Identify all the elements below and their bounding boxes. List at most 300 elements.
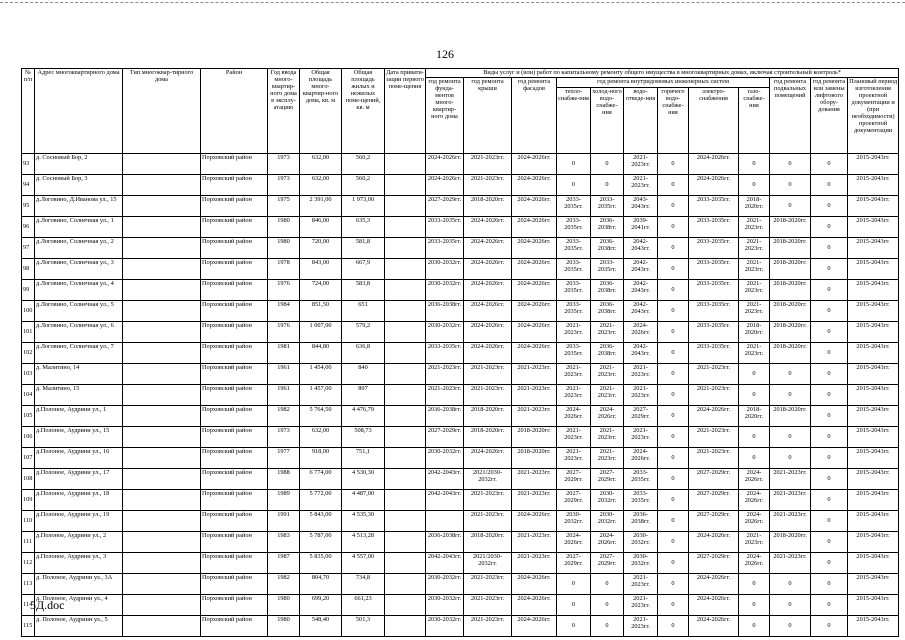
elevator-cell: 0 <box>811 364 848 385</box>
hot-water-cell: 0 <box>658 406 689 427</box>
electric-cell: 2021-2023гг. <box>689 448 739 469</box>
basement-cell: 2018-2020гг. <box>770 343 811 364</box>
district-cell: Порховский район <box>201 238 268 259</box>
gas-cell: 0 <box>739 427 770 448</box>
cold-water-cell: 2027-2029гг. <box>591 469 624 490</box>
col-cold-water: холод-ного водо-снабже-ния <box>591 88 624 154</box>
cold-water-cell: 0 <box>591 616 624 637</box>
facade-cell: 2024-2026гг. <box>512 217 557 238</box>
sewer-cell: 2033-2035гг. <box>624 490 658 511</box>
roof-cell: 2021/2030-2032гг. <box>464 553 512 574</box>
heat-cell: 0 <box>557 175 591 196</box>
table-body <box>22 154 899 637</box>
table-row <box>22 196 899 217</box>
elevator-cell: 0 <box>811 427 848 448</box>
district-cell: Порховский район <box>201 175 268 196</box>
basement-cell: 2018-2020гг. <box>770 217 811 238</box>
cold-water-cell: 2021-2023гг. <box>591 427 624 448</box>
basement-cell: 0 <box>770 427 811 448</box>
year-cell: 1980 <box>268 595 300 616</box>
year-cell: 1988 <box>268 469 300 490</box>
living-area-cell: 897 <box>342 385 385 406</box>
col-type: Тип многоквар-тирного дома <box>123 69 201 154</box>
roof-cell: 2021-2023гг. <box>464 175 512 196</box>
gas-cell: 2018-2020гг. <box>739 322 770 343</box>
basement-cell: 2018-2020гг. <box>770 280 811 301</box>
type-cell <box>123 553 201 574</box>
roof-cell: 2024-2026гг. <box>464 322 512 343</box>
roof-cell: 2018-2020гг. <box>464 196 512 217</box>
living-area-cell: 579,2 <box>342 322 385 343</box>
gas-cell: 2024-2026гг. <box>739 469 770 490</box>
hot-water-cell: 0 <box>658 532 689 553</box>
address-cell: д. Сосновый Бор, 2 <box>35 154 123 175</box>
living-area-cell: 751,1 <box>342 448 385 469</box>
table-row <box>22 469 899 490</box>
electric-cell: 2021-2023гг. <box>689 364 739 385</box>
roof-cell: 2024-2026гг. <box>464 238 512 259</box>
col-foundation: год ремонта фунда-ментов много-квартир-ного дома <box>426 78 464 154</box>
roof-cell: 2018-2020гг. <box>464 406 512 427</box>
privatization-cell <box>385 448 426 469</box>
total-area-cell: 5 835,00 <box>300 553 342 574</box>
hot-water-cell: 0 <box>658 490 689 511</box>
elevator-cell: 0 <box>811 448 848 469</box>
roof-cell: 2018-2020гг. <box>464 532 512 553</box>
elevator-cell: 0 <box>811 154 848 175</box>
gas-cell: 2021-2023гг. <box>739 259 770 280</box>
heat-cell: 2027-2029гг. <box>557 469 591 490</box>
basement-cell: 2018-2020гг. <box>770 301 811 322</box>
basement-cell: 0 <box>770 448 811 469</box>
gas-cell: 2021-2023гг. <box>739 217 770 238</box>
table-row <box>22 553 899 574</box>
total-area-cell: 724,00 <box>300 280 342 301</box>
type-cell <box>123 616 201 637</box>
cold-water-cell: 2021-2023гг. <box>591 364 624 385</box>
total-area-cell: 5 787,00 <box>300 532 342 553</box>
privatization-cell <box>385 511 426 532</box>
col-total-area: Общая площадь много-квартир-ного дома, кв. м <box>300 69 342 154</box>
hot-water-cell: 0 <box>658 238 689 259</box>
address-cell: д.Полоное, Аудрини ул., 16 <box>35 448 123 469</box>
address-cell: д.Полоное, Аудрини ул., 3 <box>35 553 123 574</box>
living-area-cell: 4 535,30 <box>342 511 385 532</box>
roof-cell: 2021-2023гг. <box>464 385 512 406</box>
elevator-cell: 0 <box>811 196 848 217</box>
type-cell <box>123 469 201 490</box>
roof-cell: 2024-2026гг. <box>464 343 512 364</box>
living-area-cell: 840 <box>342 364 385 385</box>
district-cell: Порховский район <box>201 574 268 595</box>
facade-cell: 2021-2023гг. <box>512 364 557 385</box>
sewer-cell: 2021-2023гг. <box>624 427 658 448</box>
sewer-cell: 2030-2032гг. <box>624 532 658 553</box>
gas-cell: 0 <box>739 574 770 595</box>
heat-cell: 0 <box>557 595 591 616</box>
heat-cell: 2030-2032гг. <box>557 511 591 532</box>
roof-cell: 2024-2026гг. <box>464 217 512 238</box>
planned-cell: 2015-2043гг. <box>848 511 899 532</box>
type-cell <box>123 343 201 364</box>
hot-water-cell: 0 <box>658 469 689 490</box>
electric-cell: 2033-2035гг. <box>689 343 739 364</box>
table-row <box>22 595 899 616</box>
planned-cell: 2015-2043гг. <box>848 301 899 322</box>
year-cell: 1973 <box>268 427 300 448</box>
total-area-cell: 5 764,50 <box>300 406 342 427</box>
gas-cell: 2024-2026гг. <box>739 490 770 511</box>
address-cell: д. Сосновый Бор, 3 <box>35 175 123 196</box>
heat-cell: 2033-2035гг. <box>557 217 591 238</box>
table-row <box>22 280 899 301</box>
col-gas: газо-снабже-ния <box>739 88 770 154</box>
foundation-cell: 2030-2032гг. <box>426 595 464 616</box>
gas-cell: 2021-2023гг. <box>739 280 770 301</box>
hot-water-cell: 0 <box>658 553 689 574</box>
cold-water-cell: 0 <box>591 595 624 616</box>
year-cell: 1983 <box>268 532 300 553</box>
gas-cell: 2021-2023гг. <box>739 301 770 322</box>
planned-cell: 2015-2043гг. <box>848 196 899 217</box>
year-cell: 1982 <box>268 574 300 595</box>
facade-cell: 2024-2026гг. <box>512 616 557 637</box>
facade-cell: 2024-2026гг. <box>512 595 557 616</box>
cold-water-cell: 0 <box>591 574 624 595</box>
year-cell: 1961 <box>268 364 300 385</box>
basement-cell: 0 <box>770 574 811 595</box>
cold-water-cell: 2021-2023гг. <box>591 448 624 469</box>
foundation-cell: 2036-2038гг. <box>426 532 464 553</box>
row-number: 102 <box>22 343 35 364</box>
year-cell: 1961 <box>268 385 300 406</box>
type-cell <box>123 322 201 343</box>
address-cell: д.Логовино, Солнечная ул., 7 <box>35 343 123 364</box>
living-area-cell: 508,73 <box>342 427 385 448</box>
electric-cell: 2033-2035гг. <box>689 196 739 217</box>
basement-cell: 2021-2023гг. <box>770 511 811 532</box>
sewer-cell: 2042-2043гг. <box>624 343 658 364</box>
table-row <box>22 364 899 385</box>
foundation-cell: 2042-2043гг. <box>426 553 464 574</box>
row-number: 111 <box>22 532 35 553</box>
cold-water-cell: 2033-2035гг. <box>591 259 624 280</box>
total-area-cell: 1 454,00 <box>300 364 342 385</box>
gas-cell: 0 <box>739 616 770 637</box>
total-area-cell: 1 457,00 <box>300 385 342 406</box>
privatization-cell <box>385 343 426 364</box>
sewer-cell: 2021-2023гг. <box>624 154 658 175</box>
electric-cell: 2027-2029гг. <box>689 490 739 511</box>
row-number: 106 <box>22 427 35 448</box>
page-number: 126 <box>436 47 454 61</box>
facade-cell: 2021-2023гг. <box>512 469 557 490</box>
hot-water-cell: 0 <box>658 364 689 385</box>
planned-cell: 2015-2043гг. <box>848 574 899 595</box>
roof-cell: 2021-2023гг. <box>464 490 512 511</box>
cold-water-cell: 2024-2026гг. <box>591 406 624 427</box>
year-cell: 1976 <box>268 322 300 343</box>
foundation-cell <box>426 511 464 532</box>
hot-water-cell: 0 <box>658 448 689 469</box>
year-cell: 1977 <box>268 448 300 469</box>
privatization-cell <box>385 175 426 196</box>
total-area-cell: 6 774,00 <box>300 469 342 490</box>
planned-cell: 2015-2043гг. <box>848 385 899 406</box>
address-cell: д.Полоное, Аудрини ул., 19 <box>35 511 123 532</box>
sewer-cell: 2033-2035гг. <box>624 469 658 490</box>
hot-water-cell: 0 <box>658 343 689 364</box>
sewer-cell: 2021-2023гг. <box>624 616 658 637</box>
electric-cell: 2033-2035гг. <box>689 280 739 301</box>
year-cell: 1980 <box>268 238 300 259</box>
living-area-cell: 583,8 <box>342 280 385 301</box>
hot-water-cell: 0 <box>658 574 689 595</box>
foundation-cell: 2042-2043гг. <box>426 469 464 490</box>
electric-cell: 2027-2029гг. <box>689 469 739 490</box>
sewer-cell: 2039-2041гг. <box>624 217 658 238</box>
hot-water-cell: 0 <box>658 259 689 280</box>
planned-cell: 2015-2043гг. <box>848 154 899 175</box>
cold-water-cell: 2030-2032гг. <box>591 511 624 532</box>
heat-cell: 2021-2023гг. <box>557 364 591 385</box>
electric-cell: 2021-2023гг. <box>689 427 739 448</box>
roof-cell: 2024-2026гг. <box>464 259 512 280</box>
col-roof: год ремонта крыши <box>464 78 512 154</box>
address-cell: д.Полоное, Аудрини ул., 2 <box>35 532 123 553</box>
total-area-cell: 844,80 <box>300 343 342 364</box>
basement-cell: 0 <box>770 175 811 196</box>
type-cell <box>123 511 201 532</box>
address-cell: д.Полоное, Аудрини ул., 15 <box>35 427 123 448</box>
planned-cell: 2015-2043гг. <box>848 427 899 448</box>
type-cell <box>123 259 201 280</box>
address-cell: д.Логовино, Солнечная ул., 6 <box>35 322 123 343</box>
foundation-cell: 2042-2043гг. <box>426 490 464 511</box>
total-area-cell: 548,40 <box>300 616 342 637</box>
privatization-cell <box>385 574 426 595</box>
table-row <box>22 616 899 637</box>
sewer-cell: 2042-2043гг. <box>624 238 658 259</box>
electric-cell: 2021-2023гг. <box>689 385 739 406</box>
roof-cell: 2024-2026гг. <box>464 448 512 469</box>
gas-cell: 0 <box>739 385 770 406</box>
year-cell: 1975 <box>268 196 300 217</box>
col-heat: тепло-снабже-ния <box>557 88 591 154</box>
row-number: 115 <box>22 616 35 637</box>
table-row <box>22 217 899 238</box>
sewer-cell: 2036-2038гг. <box>624 511 658 532</box>
row-number: 93 <box>22 154 35 175</box>
electric-cell: 2033-2035гг. <box>689 322 739 343</box>
district-cell: Порховский район <box>201 490 268 511</box>
foundation-cell: 2030-2032гг. <box>426 280 464 301</box>
planned-cell: 2015-2043гг. <box>848 553 899 574</box>
gas-cell: 0 <box>739 448 770 469</box>
roof-cell: 2021-2023гг. <box>464 574 512 595</box>
type-cell <box>123 238 201 259</box>
basement-cell: 0 <box>770 196 811 217</box>
living-area-cell: 4 557,00 <box>342 553 385 574</box>
privatization-cell <box>385 196 426 217</box>
table-row <box>22 427 899 448</box>
facade-cell: 2024-2026гг. <box>512 574 557 595</box>
address-cell: д.Логовино, Д.Иванова ул., 15 <box>35 196 123 217</box>
row-number: 96 <box>22 217 35 238</box>
roof-cell: 2021/2030-2032гг. <box>464 469 512 490</box>
planned-cell: 2015-2043гг. <box>848 217 899 238</box>
living-area-cell: 635,3 <box>342 217 385 238</box>
facade-cell: 2024-2026гг. <box>512 343 557 364</box>
hot-water-cell: 0 <box>658 196 689 217</box>
roof-cell: 2018-2020гг. <box>464 427 512 448</box>
elevator-cell: 0 <box>811 616 848 637</box>
col-year: Год ввода много-квартир-ного дома в эксплу-атацию <box>268 69 300 154</box>
address-cell: д.Логовино, Солнечная ул., 4 <box>35 280 123 301</box>
heat-cell: 2021-2023гг. <box>557 385 591 406</box>
district-cell: Порховский район <box>201 448 268 469</box>
heat-cell: 2033-2035гг. <box>557 238 591 259</box>
total-area-cell: 851,50 <box>300 301 342 322</box>
gas-cell: 2018-2020гг. <box>739 196 770 217</box>
district-cell: Порховский район <box>201 427 268 448</box>
address-cell: д. Малитино, 14 <box>35 364 123 385</box>
address-cell: д.Логовино, Солнечная ул., 3 <box>35 259 123 280</box>
facade-cell: 2024-2026гг. <box>512 196 557 217</box>
address-cell: д. Полоное, Аудрини ул., 5 <box>35 616 123 637</box>
facade-cell: 2024-2026гг. <box>512 511 557 532</box>
total-area-cell: 5 772,00 <box>300 490 342 511</box>
foundation-cell: 2030-2032гг. <box>426 322 464 343</box>
hot-water-cell: 0 <box>658 301 689 322</box>
row-number: 100 <box>22 301 35 322</box>
privatization-cell <box>385 217 426 238</box>
roof-cell: 2024-2026гг. <box>464 280 512 301</box>
type-cell <box>123 175 201 196</box>
living-area-cell: 560,2 <box>342 175 385 196</box>
total-area-cell: 632,00 <box>300 175 342 196</box>
elevator-cell: 0 <box>811 175 848 196</box>
elevator-cell: 0 <box>811 238 848 259</box>
basement-cell: 2018-2020гг. <box>770 532 811 553</box>
sewer-cell: 2021-2023гг. <box>624 175 658 196</box>
facade-cell: 2018-2020гг. <box>512 448 557 469</box>
sewer-cell: 2030-2032гг. <box>624 553 658 574</box>
privatization-cell <box>385 280 426 301</box>
cold-water-cell: 2033-2035гг. <box>591 196 624 217</box>
privatization-cell <box>385 301 426 322</box>
address-cell: д. Полоное, Аудрини ул., 3А <box>35 574 123 595</box>
district-cell: Порховский район <box>201 364 268 385</box>
living-area-cell: 636,8 <box>342 343 385 364</box>
col-group-services: Виды услуг и (или) работ по капитальному ремонту общего имущества в многоквартирных домах, включая строительный контроль* <box>426 69 899 78</box>
cold-water-cell: 2021-2023гг. <box>591 322 624 343</box>
year-cell: 1976 <box>268 280 300 301</box>
elevator-cell: 0 <box>811 406 848 427</box>
planned-cell: 2015-2043гг. <box>848 532 899 553</box>
living-area-cell: 4 476,79 <box>342 406 385 427</box>
type-cell <box>123 427 201 448</box>
sewer-cell: 2027-2029гг. <box>624 406 658 427</box>
district-cell: Порховский район <box>201 616 268 637</box>
sewer-cell: 2042-2043гг. <box>624 259 658 280</box>
total-area-cell: 5 843,00 <box>300 511 342 532</box>
total-area-cell: 1 007,00 <box>300 322 342 343</box>
capital-repair-table <box>21 68 899 637</box>
row-number: 109 <box>22 490 35 511</box>
facade-cell: 2024-2026гг. <box>512 238 557 259</box>
electric-cell: 2024-2026гг. <box>689 595 739 616</box>
privatization-cell <box>385 469 426 490</box>
col-sewer: водо-отведе-ния <box>624 88 658 154</box>
hot-water-cell: 0 <box>658 175 689 196</box>
facade-cell: 2021-2023гг. <box>512 406 557 427</box>
hot-water-cell: 0 <box>658 154 689 175</box>
cold-water-cell: 0 <box>591 175 624 196</box>
electric-cell: 2024-2026гг. <box>689 154 739 175</box>
living-area-cell: 4 487,00 <box>342 490 385 511</box>
facade-cell: 2024-2026гг. <box>512 280 557 301</box>
district-cell: Порховский район <box>201 385 268 406</box>
foundation-cell: 2021-2023гг. <box>426 385 464 406</box>
foundation-cell: 2030-2032гг. <box>426 259 464 280</box>
basement-cell: 2018-2020гг. <box>770 406 811 427</box>
total-area-cell: 2 391,00 <box>300 196 342 217</box>
total-area-cell: 846,00 <box>300 217 342 238</box>
heat-cell: 2024-2026гг. <box>557 406 591 427</box>
district-cell: Порховский район <box>201 532 268 553</box>
heat-cell: 2021-2023гг. <box>557 427 591 448</box>
electric-cell: 2024-2026гг. <box>689 175 739 196</box>
living-area-cell: 667,9 <box>342 259 385 280</box>
page-edge-line <box>0 2 905 3</box>
foundation-cell: 2021-2023гг. <box>426 364 464 385</box>
district-cell: Порховский район <box>201 301 268 322</box>
foundation-cell: 2036-2038гг. <box>426 301 464 322</box>
planned-cell: 2015-2043гг. <box>848 238 899 259</box>
basement-cell: 2021-2023гг. <box>770 553 811 574</box>
living-area-cell: 560,2 <box>342 154 385 175</box>
roof-cell: 2024-2026гг. <box>464 301 512 322</box>
planned-cell: 2015-2043гг. <box>848 343 899 364</box>
address-cell: д. Полоное, Аудрини ул., 4 <box>35 595 123 616</box>
table-row <box>22 448 899 469</box>
district-cell: Порховский район <box>201 469 268 490</box>
living-area-cell: 581,8 <box>342 238 385 259</box>
type-cell <box>123 532 201 553</box>
planned-cell: 2015-2043гг. <box>848 322 899 343</box>
year-cell: 1973 <box>268 175 300 196</box>
elevator-cell: 0 <box>811 532 848 553</box>
gas-cell: 0 <box>739 175 770 196</box>
district-cell: Порховский район <box>201 511 268 532</box>
sewer-cell: 2042-2043гг. <box>624 280 658 301</box>
elevator-cell: 0 <box>811 553 848 574</box>
planned-cell: 2015-2043гг. <box>848 280 899 301</box>
sewer-cell: 2021-2023гг. <box>624 595 658 616</box>
district-cell: Порховский район <box>201 196 268 217</box>
address-cell: д.Полоное, Аудрини ул., 17 <box>35 469 123 490</box>
table-row <box>22 574 899 595</box>
gas-cell: 2024-2026гг. <box>739 553 770 574</box>
planned-cell: 2015-2043гг. <box>848 448 899 469</box>
heat-cell: 2033-2035гг. <box>557 301 591 322</box>
gas-cell: 0 <box>739 364 770 385</box>
type-cell <box>123 448 201 469</box>
address-cell: д.Полоное, Аудрини ул., 18 <box>35 490 123 511</box>
elevator-cell: 0 <box>811 385 848 406</box>
row-number: 101 <box>22 322 35 343</box>
